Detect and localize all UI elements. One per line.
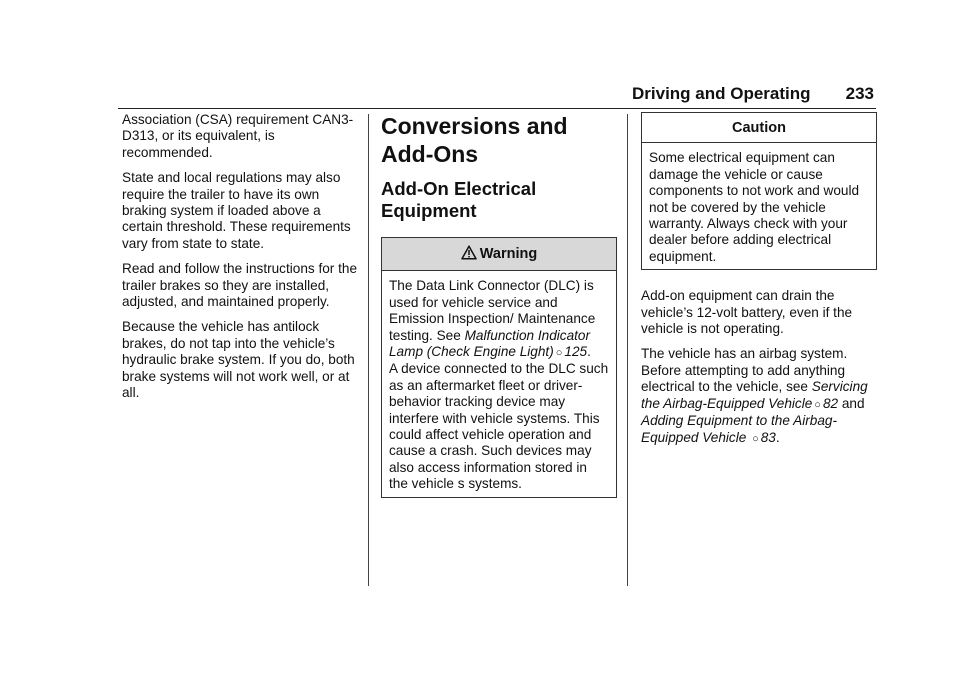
warning-box bbox=[381, 237, 617, 498]
column-2 bbox=[381, 112, 617, 516]
cross-reference-page[interactable]: 125 bbox=[564, 344, 588, 360]
header-rule bbox=[118, 108, 876, 109]
column-1 bbox=[122, 112, 362, 411]
column-3 bbox=[641, 112, 877, 456]
paragraph-text: The vehicle has an airbag system. Before attempting to add anything electrical to the vehicle, see bbox=[641, 346, 848, 395]
paragraph: Add-on equipment can drain the vehicle’s 12-volt battery, even if the vehicle is not operating. bbox=[641, 288, 853, 337]
warning-paragraph: A device connected to the DLC such as an aftermarket fleet or driver-behavior tracking device may interfere with vehicle systems. This could affect vehicle operation and cause a crash. Such devices may also access information stored in the vehicle s systems. bbox=[389, 361, 609, 492]
section-title: Conversions and Add-Ons bbox=[381, 113, 568, 167]
caution-body bbox=[642, 143, 876, 269]
warning-triangle-icon bbox=[461, 245, 477, 264]
warning-label: Warning bbox=[479, 246, 538, 262]
section-name: Driving and Operating bbox=[632, 84, 811, 103]
column-divider bbox=[368, 114, 369, 586]
cross-reference-link[interactable]: Malfunction Indicator Lamp (Check Engine Light) bbox=[389, 327, 591, 360]
cross-reference-page[interactable]: 83 bbox=[760, 429, 776, 445]
page-reference-icon: ○ bbox=[555, 347, 563, 360]
page-number: 233 bbox=[845, 84, 874, 103]
paragraph-text: and bbox=[841, 395, 865, 411]
paragraph: Association (CSA) requirement CAN3-D313, or its equivalent, is recommended. bbox=[122, 112, 354, 160]
caution-box bbox=[641, 112, 877, 270]
cross-reference-page[interactable]: 82 bbox=[822, 395, 839, 411]
page-header bbox=[632, 84, 876, 106]
warning-text: The Data Link Connector (DLC) is used for vehicle service and Emission Inspection/ Maintenance testing. See bbox=[389, 278, 596, 343]
paragraph: Read and follow the instructions for the trailer brakes so they are installed, adjusted, and maintained properly. bbox=[122, 261, 358, 310]
caution-header: Caution bbox=[642, 113, 876, 143]
cross-reference-link[interactable]: Adding Equipment to the Airbag-Equipped Vehicle bbox=[641, 413, 837, 445]
page-reference-icon: ○ bbox=[752, 432, 759, 445]
subsection-title: Add-On Electrical Equipment bbox=[381, 178, 537, 221]
caution-text: Some electrical equipment can damage the vehicle or cause components to not work and would not be covered by the vehicle warranty. Always check with your dealer before adding electrical equipment. bbox=[649, 150, 860, 264]
warning-header bbox=[382, 238, 616, 271]
paragraph: The vehicle has an airbag system. Before attempting to add anything electrical to the vehicle, see Servicing the Airbag-Equipped Vehicle ○ 82 and Adding Equipment to the Airbag-Equipped Vehicle ○ 83. bbox=[641, 346, 868, 445]
column-divider bbox=[627, 114, 628, 586]
paragraph: State and local regulations may also require the trailer to have its own braking system if loaded above a certain threshold. These requirements vary from state to state. bbox=[122, 170, 351, 251]
paragraph: Because the vehicle has antilock brakes, do not tap into the vehicle’s hydraulic brake system. If you do, both brake systems will not work well, or at all. bbox=[122, 319, 355, 401]
cross-reference-link[interactable]: Servicing the Airbag-Equipped Vehicle bbox=[641, 379, 868, 411]
warning-paragraph: The Data Link Connector (DLC) is used for vehicle service and Emission Inspection/ Maintenance testing. See Malfunction Indicator Lamp (Check Engine Light) ○ 125. bbox=[389, 278, 596, 360]
warning-body bbox=[382, 271, 616, 496]
page-reference-icon: ○ bbox=[814, 398, 821, 411]
